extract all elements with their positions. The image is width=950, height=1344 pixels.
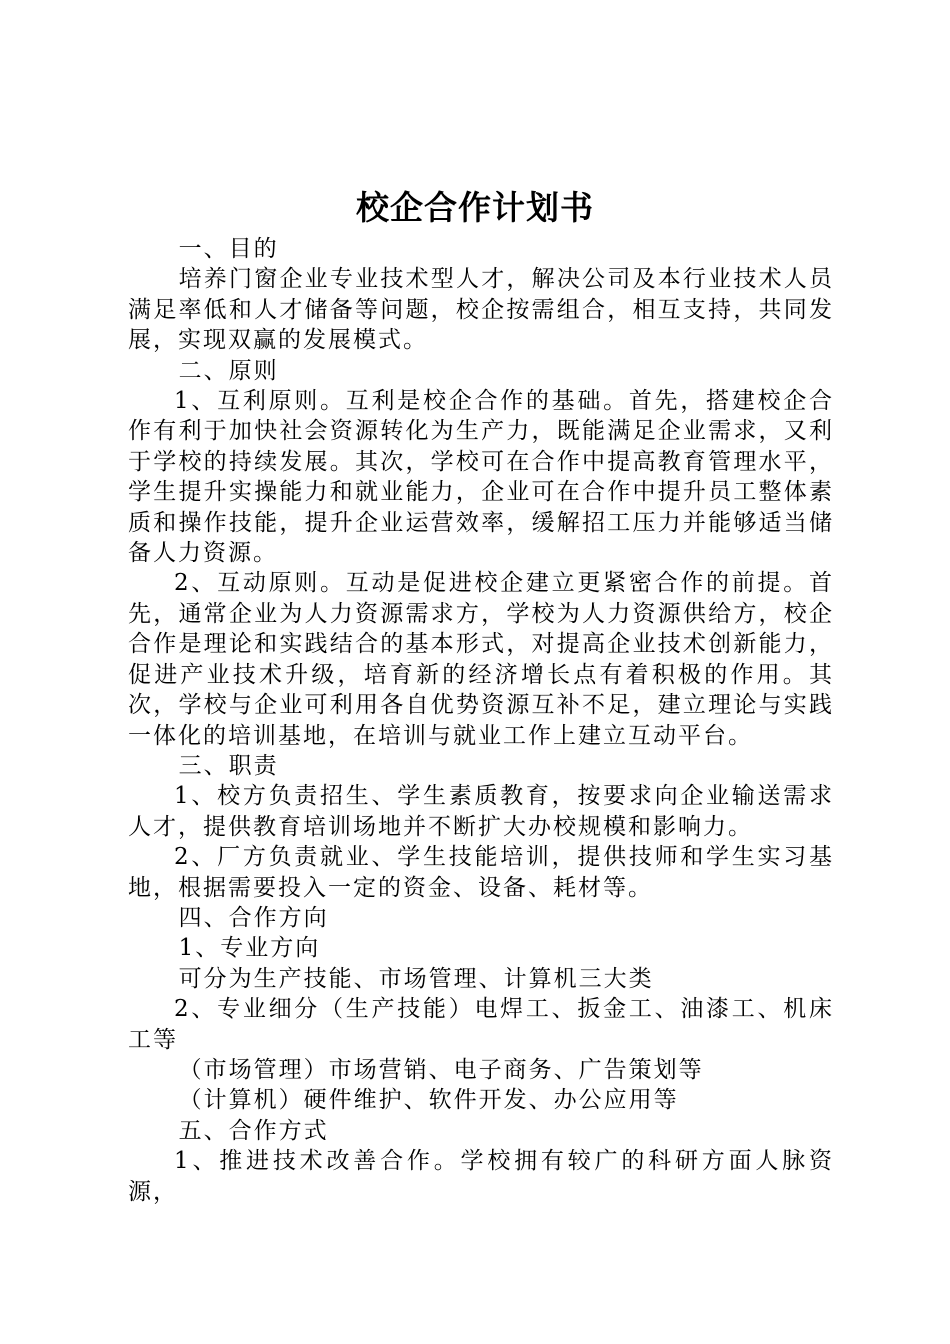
paragraph-interaction: 2、互动原则。互动是促进校企建立更紧密合作的前提。首先，通常企业为人力资源需求方，学校为人力资源供给方，校企合作是理论和实践结合的基本形式，对提高企业技术创新能力，促进产业技术升级，培育新的经济增长点有着积极的作用。其次，学校与企业可利用各自优势资源互补不足，建立理论与实践一体化的培训基地，在培训与就业工作上建立互动平台。 [128,570,834,749]
section-heading-purpose: 一、目的 [178,236,279,262]
document-body [128,234,834,1207]
paragraph-mutual-benefit: 1、互利原则。互利是校企合作的基础。首先，搭建校企合作有利于加快社会资源转化为生产力，既能满足企业需求，又利于学校的持续发展。其次，学校可在合作中提高教育管理水平，学生提升实操能力和就业能力，企业可在合作中提升员工整体素质和操作技能，提升企业运营效率，缓解招工压力并能够适当储备人力资源。 [128,388,834,567]
section-heading-duties: 三、职责 [178,752,279,779]
paragraph-tech-cooperation: 1、推进技术改善合作。学校拥有较广的科研方面人脉资源， [128,1148,834,1205]
paragraph-market-management: （市场管理）市场营销、电子商务、广告策划等 [178,1056,704,1083]
document-title: 校企合作计划书 [356,188,594,227]
section-heading-direction: 四、合作方向 [178,904,329,931]
paragraph-purpose: 培养门窗企业专业技术型人才，解决公司及本行业技术人员满足率低和人才储备等问题，校企按需组合，相互支持，共同发展，实现双赢的发展模式。 [128,266,834,354]
paragraph-major-direction: 1、专业方向 [178,935,321,962]
section-heading-method: 五、合作方式 [178,1117,329,1144]
paragraph-factory-duties: 2、厂方负责就业、学生技能培训，提供技师和学生实习基地，根据需要投入一定的资金、设备、耗材等。 [128,844,834,901]
section-heading-principles: 二、原则 [178,357,279,384]
paragraph-computer: （计算机）硬件维护、软件开发、办公应用等 [178,1087,679,1114]
paragraph-school-duties: 1、校方负责招生、学生素质教育，按要求向企业输送需求人才，提供教育培训场地并不断扩大办校规模和影响力。 [128,783,834,840]
paragraph-production-skills: 2、专业细分（生产技能）电焊工、扳金工、油漆工、机床工等 [128,996,834,1053]
paragraph-categories: 可分为生产技能、市场管理、计算机三大类 [178,965,654,992]
